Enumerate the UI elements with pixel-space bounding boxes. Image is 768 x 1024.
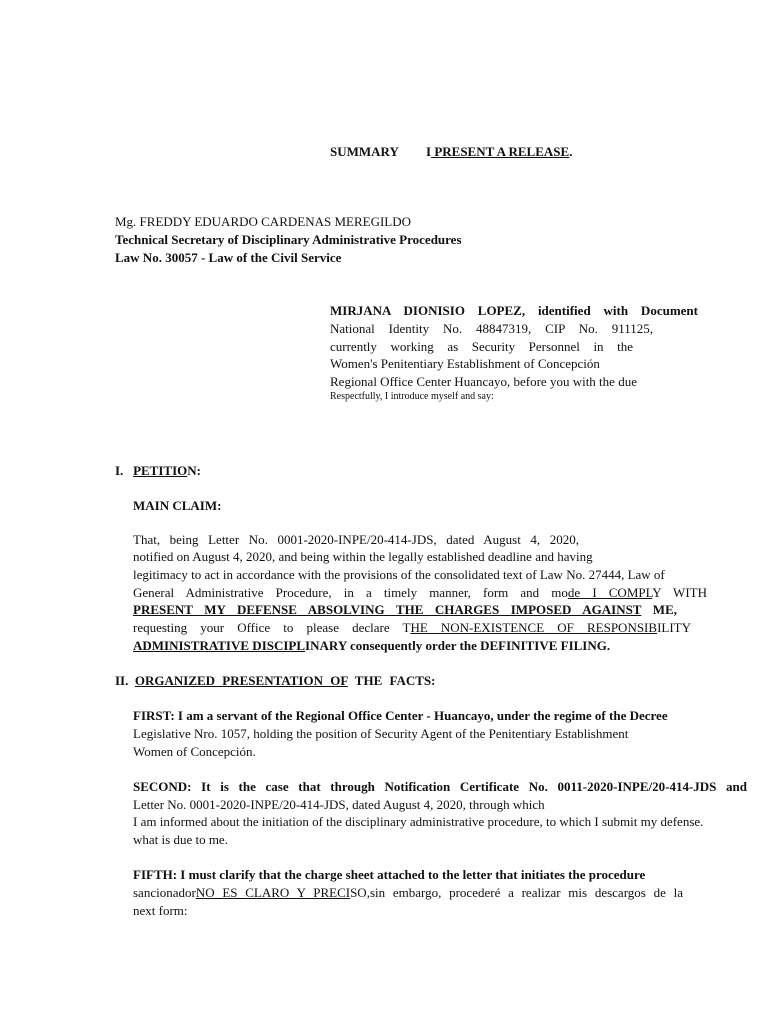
intro-line-5: Regional Office Center Huancayo, before you with the due xyxy=(330,374,637,389)
fact-second-line-2: Letter No. 0001-2020-INPE/20-414-JDS, dated August 4, 2020, through which xyxy=(133,797,545,812)
summary-label: SUMMARY xyxy=(330,144,399,159)
fact-first-heading: FIRST: I am a servant of the Regional Office Center - Huancayo, under the regime of the Decree xyxy=(133,708,668,723)
fact-second-line-4: what is due to me. xyxy=(133,832,228,847)
fact-first-line-2: Legislative Nro. 1057, holding the position of Security Agent of the Penitentiary Establishment xyxy=(133,726,629,741)
fact-fifth-line-2-underlined: NO ES CLARO Y PRECI xyxy=(195,885,351,900)
fact-fifth-line-2 xyxy=(133,884,683,902)
section-2-numeral: II. xyxy=(115,673,129,688)
intro-line-1 xyxy=(330,302,698,320)
intro-line-2: National Identity No. 48847319, CIP No. 911125, xyxy=(330,321,653,336)
fact-second-line-3: I am informed about the initiation of the disciplinary administrative procedure, to which I submit my defense. xyxy=(133,814,704,829)
fact-fifth-line-3: next form: xyxy=(133,903,188,918)
section-1-numeral: I. xyxy=(115,463,124,478)
claim-line-3: legitimacy to act in accordance with the provisions of the consolidated text of Law No. 27444, Law of xyxy=(133,567,665,582)
claim-line-6-a: requesting your Office to please declare T xyxy=(133,620,411,635)
fact-fifth-line-2-a: sancionador xyxy=(133,885,196,900)
section-2-title-rest: THE FACTS: xyxy=(347,673,436,688)
claim-line-1: That, being Letter No. 0001-2020-INPE/20-414-JDS, dated August 4, 2020, xyxy=(133,532,579,547)
section-1-heading xyxy=(115,462,201,480)
claim-line-2: notified on August 4, 2020, and being within the legally established deadline and having xyxy=(133,549,593,564)
claim-line-7-underlined: ADMINISTRATIVE DISCIPL xyxy=(133,638,306,653)
fact-second-heading: SECOND: It is the case that through Notification Certificate No. 0011-2020-INPE/20-414-JDS and xyxy=(133,779,747,794)
claim-line-6 xyxy=(133,619,691,637)
intro-line-4: Women's Penitentiary Establishment of Concepción xyxy=(330,356,600,371)
document-title xyxy=(426,143,572,161)
fact-fifth-heading: FIFTH: I must clarify that the charge sheet attached to the letter that initiates the procedure xyxy=(133,867,646,882)
title-underlined: PRESENT A RELEASE xyxy=(431,144,570,159)
intro-line-3: currently working as Security Personnel in the xyxy=(330,339,633,354)
fact-fifth-line-2-c: SO,sin embargo, procederé a realizar mis descargos de la xyxy=(350,885,683,900)
intro-line-6: Respectfully, I introduce myself and say: xyxy=(330,391,494,402)
claim-line-4-a: General Administrative Procedure, in a timely manner, form and mo xyxy=(133,585,568,600)
addressee-name: Mg. FREDDY EDUARDO CARDENAS MEREGILDO xyxy=(115,214,411,229)
fact-first-line-3: Women of Concepción. xyxy=(133,744,256,759)
addressee-position: Technical Secretary of Disciplinary Administrative Procedures xyxy=(115,232,462,247)
claim-line-4-c: Y WITH xyxy=(652,585,707,600)
claim-line-5-underlined: PRESENT MY DEFENSE ABSOLVING THE CHARGES IMPOSED AGAINST xyxy=(133,602,642,617)
claim-line-5-rest: ME, xyxy=(641,602,677,617)
title-suffix: . xyxy=(569,144,573,159)
section-1-title-rest: N: xyxy=(187,463,201,478)
section-1-title-underlined: PETITIO xyxy=(133,463,188,478)
claim-line-7 xyxy=(133,637,610,655)
main-claim-label: MAIN CLAIM: xyxy=(133,498,222,513)
claim-line-4-underlined: de I COMPL xyxy=(567,585,653,600)
claim-line-6-underlined: HE NON-EXISTENCE OF RESPONSIB xyxy=(410,620,658,635)
claim-line-7-rest: INARY consequently order the DEFINITIVE FILING. xyxy=(305,638,611,653)
intro-line-1-rest: identified with Document xyxy=(525,303,698,318)
section-2-heading xyxy=(115,672,435,690)
section-2-title-underlined: ORGANIZED PRESENTATION OF xyxy=(134,673,348,688)
claim-line-5 xyxy=(133,601,677,619)
addressee-law: Law No. 30057 - Law of the Civil Service xyxy=(115,250,342,265)
claim-line-4 xyxy=(133,584,707,602)
claim-line-6-c: ILITY xyxy=(657,620,691,635)
petitioner-name: MIRJANA DIONISIO LOPEZ, xyxy=(330,303,526,318)
title-prefix: I xyxy=(426,144,432,159)
